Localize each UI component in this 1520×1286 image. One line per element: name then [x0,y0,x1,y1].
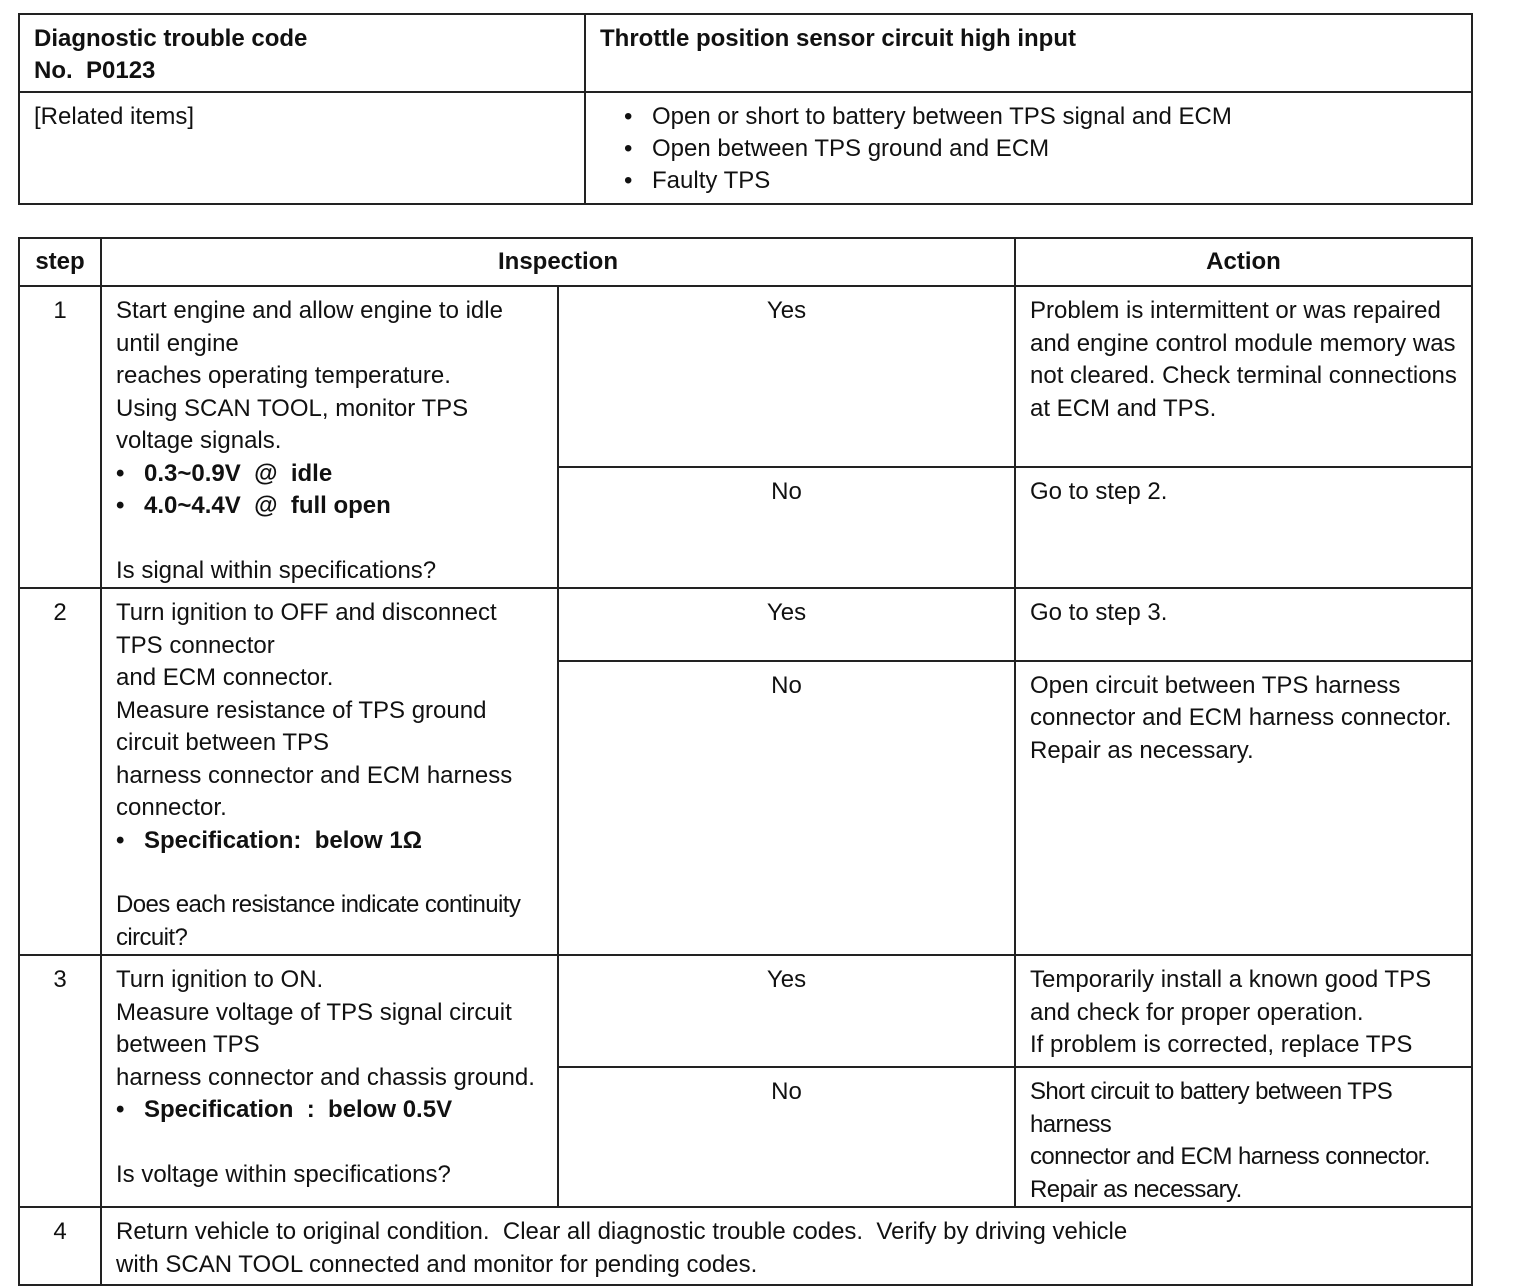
step-1-inspection [101,286,558,588]
spec-item: • Specification : below 0.5V [116,1094,547,1127]
step-4-row [19,1207,1472,1285]
step-4-text [101,1207,1472,1285]
action-line: not cleared. Check terminal connections [1030,362,1457,389]
yes-label: Yes [558,286,1015,467]
inspection-question: Does each resistance indicate continuity circuit? [116,891,521,951]
yes-action [1015,286,1472,467]
col-header-action: Action [1015,238,1472,286]
step-2-inspection [101,588,558,955]
inspection-line: Turn ignition to OFF and disconnect TPS connector [116,599,497,659]
related-items-list [624,101,1457,197]
dtc-number: No. P0123 [34,57,156,84]
no-label: No [558,661,1015,955]
step-3-yes-row [19,955,1472,1067]
inspection-question: Is signal within specifications? [116,556,437,584]
action-line: and check for proper operation. [1030,998,1364,1026]
yes-action [1015,588,1472,661]
spec-item: • 0.3~0.9V @ idle [116,458,547,491]
no-action [1015,467,1472,588]
related-items-row [19,92,1472,204]
action-line: Short circuit to battery between TPS harness [1030,1078,1393,1138]
spec-list [116,458,547,523]
no-label: No [558,1067,1015,1207]
column-header-row [19,238,1472,286]
dtc-title: Throttle position sensor circuit high input [585,14,1472,92]
step-3-inspection [101,955,558,1207]
yes-label: Yes [558,955,1015,1067]
action-line: Temporarily install a known good TPS [1030,966,1432,993]
dtc-code-cell [19,14,585,92]
step-1-yes-row [19,286,1472,467]
related-item: • Faulty TPS [624,165,1457,197]
no-action [1015,661,1472,955]
action-line: connector and ECM harness connector. [1030,704,1452,732]
step-number: 2 [19,588,101,955]
related-item: • Open between TPS ground and ECM [624,133,1457,165]
action-line: at ECM and TPS. [1030,394,1217,422]
dtc-header-row [19,14,1472,92]
no-label: No [558,467,1015,588]
dtc-header-table [18,13,1473,205]
inspection-line: Measure voltage of TPS signal circuit between TPS [116,998,512,1058]
step-4-line: with SCAN TOOL connected and monitor for pending codes. [116,1250,758,1278]
spec-list [116,1094,547,1127]
action-line: and engine control module memory was [1030,329,1456,357]
action-line: Go to step 3. [1030,599,1168,626]
related-label: [Related items] [19,92,585,204]
action-line: Open circuit between TPS harness [1030,671,1401,699]
step-number: 4 [19,1207,101,1285]
col-header-inspection: Inspection [101,238,1015,286]
step-4-line: Return vehicle to original condition. Clear all diagnostic trouble codes. Verify by driving vehicle [116,1218,1128,1245]
diagnostic-steps-table [18,237,1473,1286]
inspection-line: Using SCAN TOOL, monitor TPS voltage signals. [116,394,469,454]
inspection-line: reaches operating temperature. [116,362,451,389]
action-line: connector and ECM harness connector. [1030,1143,1430,1170]
spec-list [116,825,547,858]
no-action [1015,1067,1472,1207]
col-header-step: step [19,238,101,286]
step-2-yes-row [19,588,1472,661]
related-items-cell [585,92,1472,204]
action-line: Repair as necessary. [1030,736,1254,764]
yes-label: Yes [558,588,1015,661]
inspection-line: Start engine and allow engine to idle until engine [116,297,503,357]
spec-item: • 4.0~4.4V @ full open [116,490,547,523]
related-item: • Open or short to battery between TPS signal and ECM [624,101,1457,133]
inspection-line: Measure resistance of TPS ground circuit between TPS [116,696,487,756]
yes-action [1015,955,1472,1067]
inspection-line: and ECM connector. [116,664,334,691]
action-line: Repair as necessary. [1030,1175,1242,1203]
action-line: Go to step 2. [1030,478,1168,506]
action-line: If problem is corrected, replace TPS [1030,1031,1413,1058]
inspection-line: harness connector and chassis ground. [116,1063,535,1091]
dtc-label: Diagnostic trouble code [34,25,308,52]
step-number: 3 [19,955,101,1207]
inspection-question: Is voltage within specifications? [116,1160,451,1188]
action-line: Problem is intermittent or was repaired [1030,297,1441,324]
step-number: 1 [19,286,101,588]
inspection-line: harness connector and ECM harness connector. [116,761,513,821]
inspection-line: Turn ignition to ON. [116,966,324,993]
spec-item: • Specification: below 1Ω [116,825,547,858]
